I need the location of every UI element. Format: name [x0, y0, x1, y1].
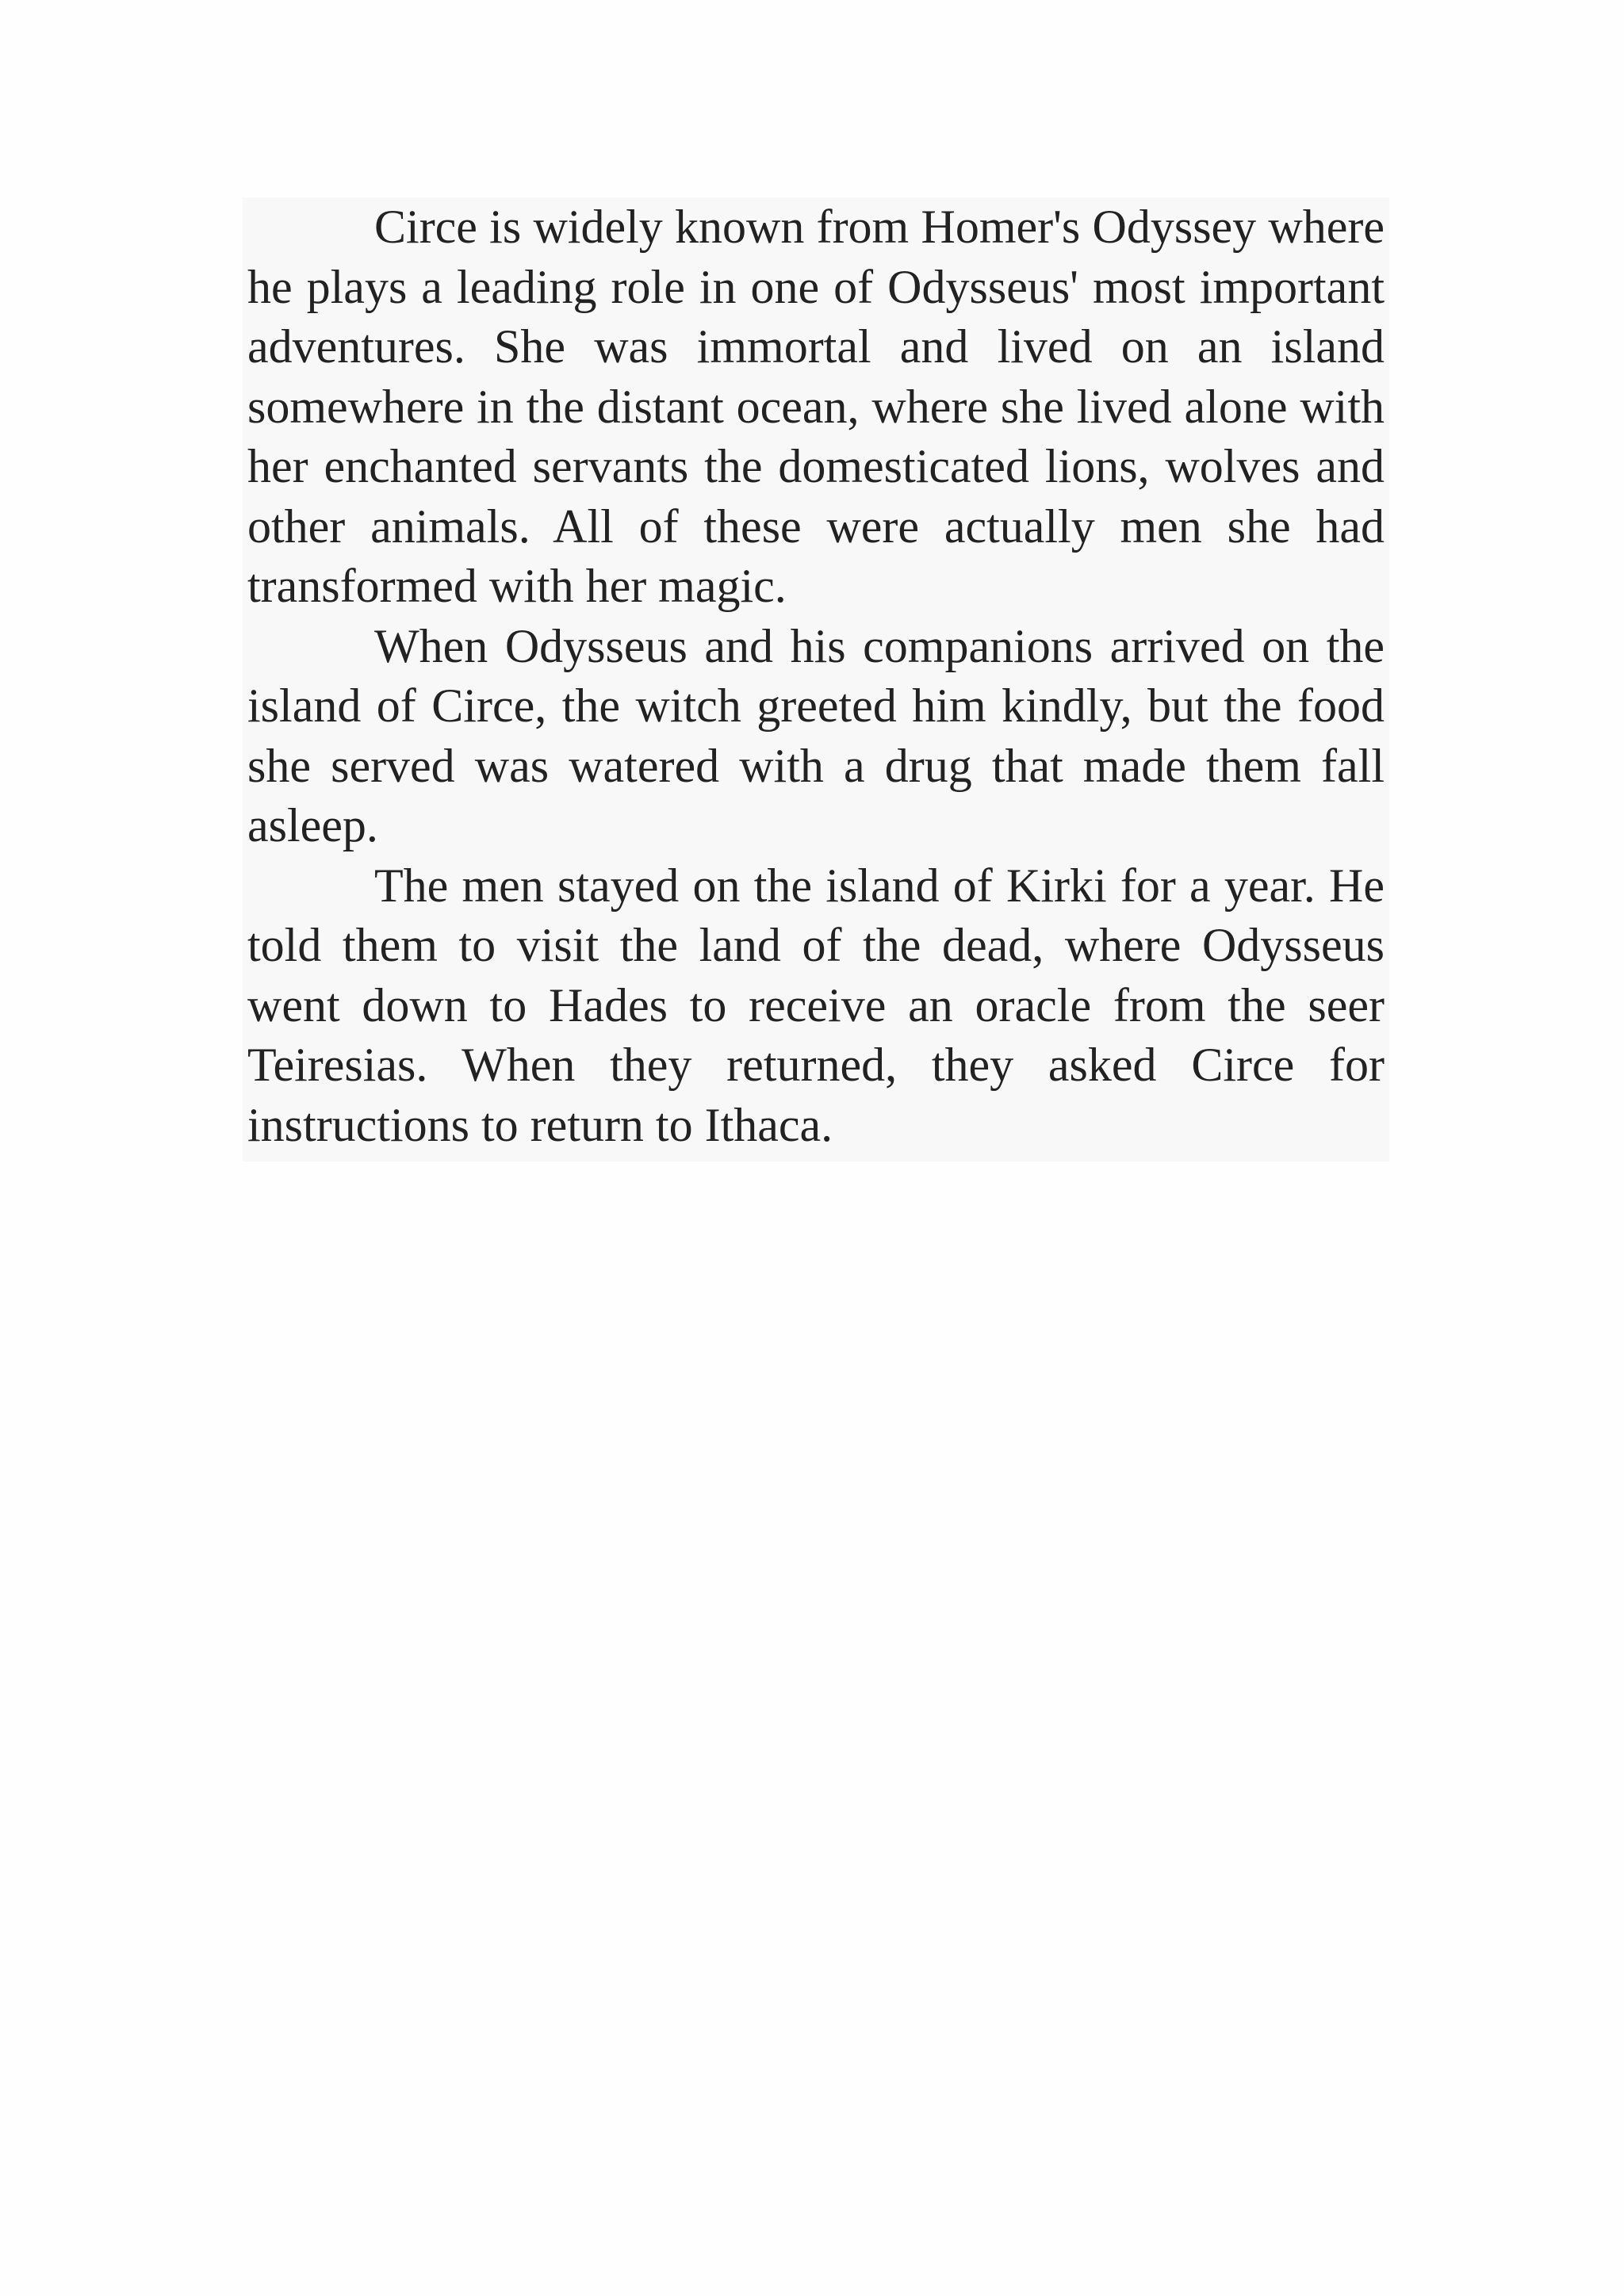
text-block: [243, 197, 1389, 1161]
paragraph-odysseus-arrival: When Odysseus and his companions arrived on the island of Circe, the witch greeted him kindly, but the food she served was watered with a drug that made them fall asleep.: [247, 619, 1385, 851]
paragraph-island-stay: The men stayed on the island of Kirki for a year. He told them to visit the land of the dead, where Odysseus went down to Hades to receive an oracle from the seer Teiresias. When they returned, they asked Circe for instructions to return to Ithaca.: [247, 859, 1385, 1151]
paragraph-circe-intro: Circe is widely known from Homer's Odyssey where he plays a leading role in one of Odysseus' most important adventures. She was immortal and lived on an island somewhere in the distant ocean, where she lived alone with her enchanted servants the domesticated lions, wolves and other animals. All of these were actually men she had transformed with her magic.: [247, 201, 1385, 612]
